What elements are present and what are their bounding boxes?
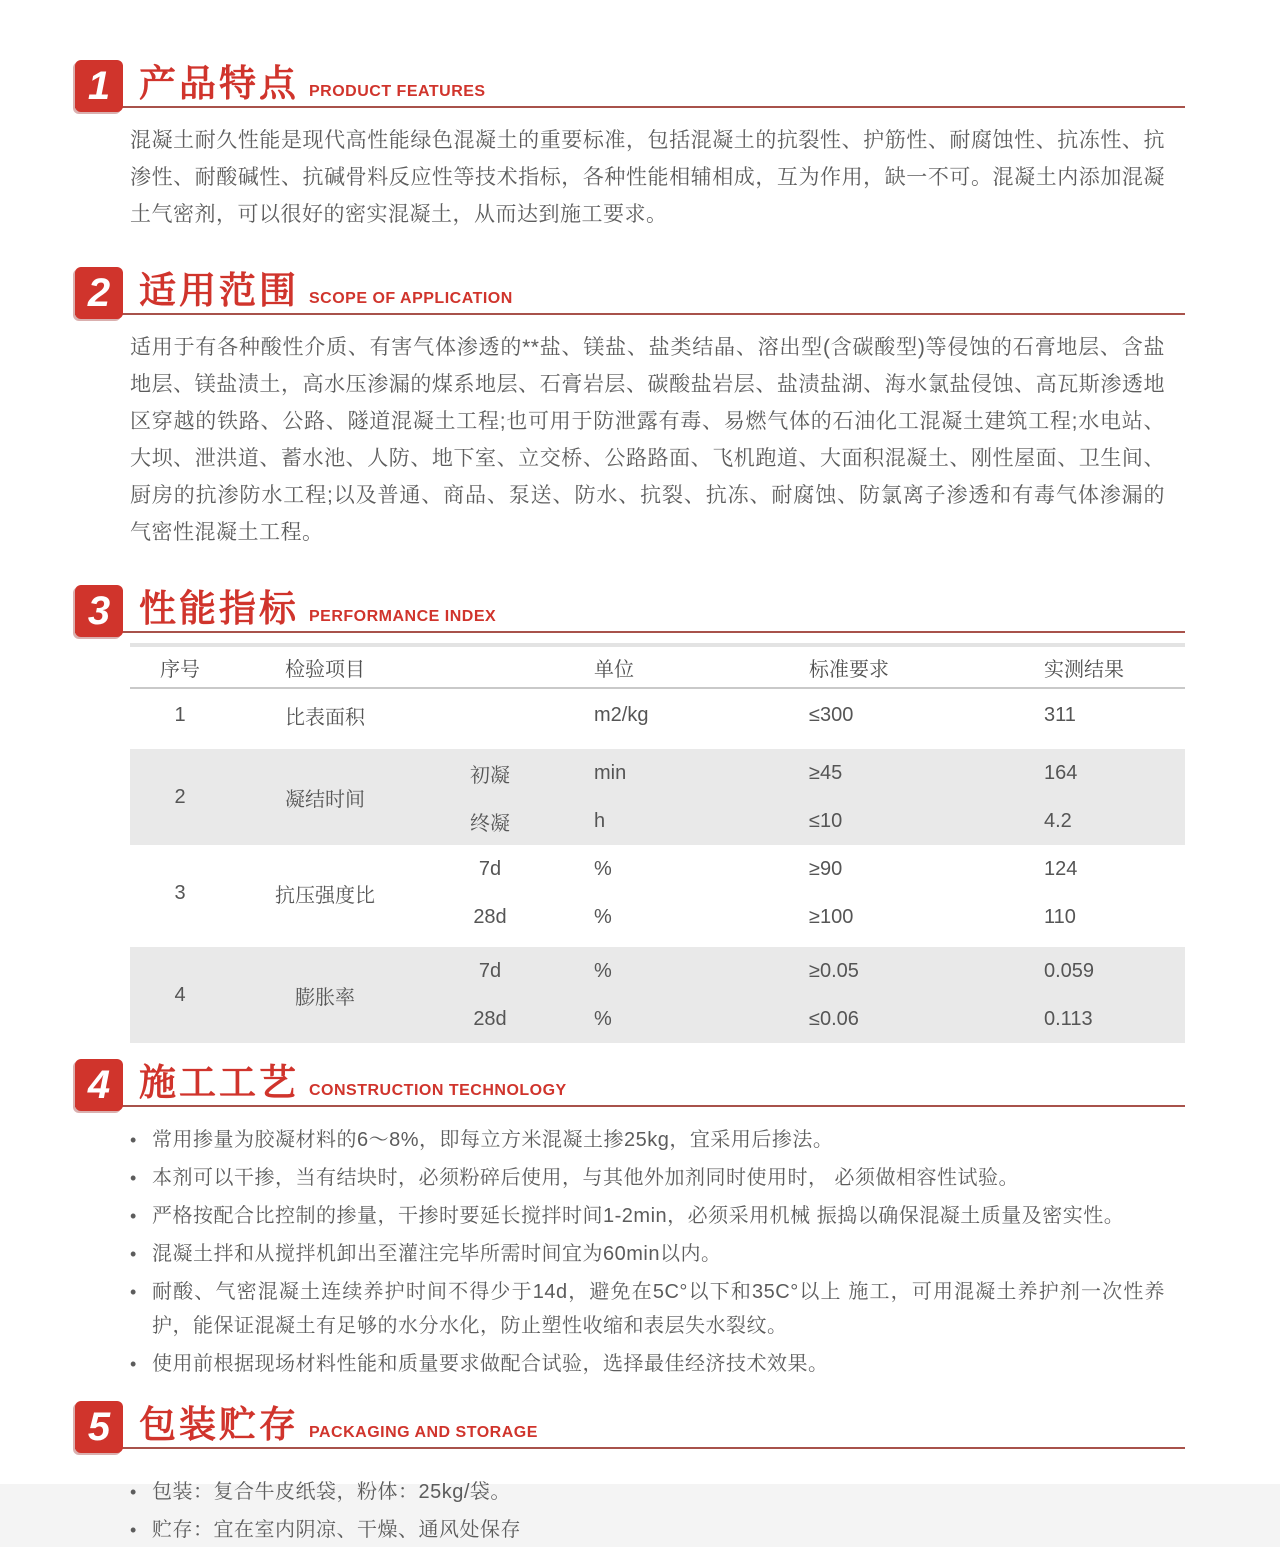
bullet-item — [130, 1475, 1165, 1509]
cell-sub: 7d — [478, 959, 502, 982]
bullet-item — [130, 1199, 1165, 1233]
section-packaging-and-storage — [75, 1393, 1185, 1547]
table-row-group — [130, 845, 1185, 941]
section-title: 包装贮存 — [139, 1404, 299, 1445]
section-title: 适用范围 — [139, 270, 299, 311]
bullet-item — [130, 1161, 1165, 1195]
section-subtitle: CONSTRUCTION TECHNOLOGY — [309, 1082, 567, 1099]
section-paragraph: 混凝土耐久性能是现代高性能绿色混凝土的重要标准，包括混凝土的抗裂性、护筋性、耐腐蚀性、抗冻性、抗渗性、耐酸碱性、抗碱骨料反应性等技术指标，各种性能相辅相成，互为作用，缺一不可。混凝土内添加混凝土气密剂，可以很好的密实混凝土，从而达到施工要求。 — [130, 129, 1165, 226]
table-row-group — [130, 689, 1185, 741]
bullet-dot-icon: • — [130, 1520, 137, 1540]
bullet-item — [130, 1275, 1165, 1343]
table-row — [420, 893, 1185, 941]
section-number-badge — [75, 60, 123, 112]
section-product-features — [75, 52, 1185, 233]
cell-item: 凝结时间 — [285, 788, 365, 811]
section-subtitle: SCOPE OF APPLICATION — [309, 290, 513, 307]
section-title: 产品特点 — [139, 63, 299, 104]
section-scope-of-application — [75, 259, 1185, 551]
cell-standard: ≥90 — [809, 857, 843, 880]
cell-result: 110 — [1044, 905, 1076, 928]
bullet-dot-icon: • — [130, 1354, 137, 1374]
bullet-item — [130, 1123, 1165, 1157]
bullet-list — [130, 1123, 1165, 1381]
table-row-group — [130, 947, 1185, 1043]
bullet-item — [130, 1237, 1165, 1271]
section-number-badge — [75, 1059, 123, 1111]
section-subtitle: PACKAGING AND STORAGE — [309, 1424, 538, 1441]
section-number: 2 — [87, 270, 111, 315]
cell-standard: ≤10 — [809, 809, 843, 832]
cell-item: 抗压强度比 — [275, 884, 375, 907]
section-number-badge — [75, 1401, 123, 1453]
table-header-row — [130, 643, 1185, 689]
cell-sub: 7d — [478, 857, 502, 880]
bullet-text: 包装：复合牛皮纸袋，粉体：25kg/袋。 — [152, 1481, 511, 1503]
cell-unit: % — [594, 857, 612, 880]
cell-result: 0.059 — [1044, 959, 1095, 982]
bullet-dot-icon: • — [130, 1168, 137, 1188]
cell-result: 124 — [1044, 857, 1078, 880]
section-number: 4 — [87, 1062, 111, 1107]
bullet-dot-icon: • — [130, 1130, 137, 1150]
bullet-list — [130, 1475, 1165, 1547]
bullet-text: 耐酸、气密混凝土连续养护时间不得少于14d，避免在5C°以下和35C°以上 施工，可用混凝土养护剂一次性养护，能保证混凝土有足够的水分水化，防止塑性收缩和表层失水裂纹。 — [152, 1281, 1165, 1337]
cell-standard: ≤0.06 — [809, 1007, 859, 1030]
col-header-item: 检验项目 — [285, 658, 365, 681]
cell-result: 311 — [1044, 703, 1076, 726]
cell-unit: h — [594, 809, 606, 832]
bullet-text: 严格按配合比控制的掺量，干掺时要延长搅拌时间1-2min，必须采用机械 振捣以确保混凝土质量及密实性。 — [152, 1205, 1125, 1227]
section-subtitle: PRODUCT FEATURES — [309, 83, 486, 100]
table-row — [420, 845, 1185, 893]
cell-unit: % — [594, 959, 612, 982]
section-header — [75, 52, 1185, 108]
section-number: 5 — [87, 1404, 111, 1449]
table-row — [420, 947, 1185, 995]
cell-unit: % — [594, 905, 612, 928]
cell-item: 膨胀率 — [295, 986, 355, 1009]
cell-unit: min — [594, 761, 627, 784]
cell-sub: 初凝 — [470, 764, 510, 787]
section-header — [75, 1393, 1185, 1449]
section-subtitle: PERFORMANCE INDEX — [309, 608, 497, 625]
section-number: 3 — [87, 588, 111, 633]
cell-result: 164 — [1044, 761, 1078, 784]
table-row — [420, 689, 1185, 741]
bullet-text: 本剂可以干掺，当有结块时，必须粉碎后使用，与其他外加剂同时使用时， 必须做相容性试验。 — [152, 1167, 1020, 1189]
section-header — [75, 1051, 1185, 1107]
cell-no: 3 — [174, 881, 186, 904]
section-construction-technology — [75, 1051, 1185, 1381]
cell-item: 比表面积 — [285, 706, 365, 729]
cell-standard: ≥0.05 — [809, 959, 859, 982]
bullet-text: 使用前根据现场材料性能和质量要求做配合试验，选择最佳经济技术效果。 — [152, 1353, 829, 1375]
cell-no: 2 — [174, 785, 186, 808]
cell-standard: ≥100 — [809, 905, 854, 928]
col-header-standard: 标准要求 — [809, 658, 889, 681]
bullet-dot-icon: • — [130, 1482, 137, 1502]
col-header-unit: 单位 — [594, 658, 634, 681]
section-paragraph: 适用于有各种酸性介质、有害气体渗透的**盐、镁盐、盐类结晶、溶出型(含碳酸型)等侵蚀的石膏地层、含盐地层、镁盐渍土，高水压渗漏的煤系地层、石膏岩层、碳酸盐岩层、盐渍盐湖、海水氯盐侵蚀、高瓦斯渗透地区穿越的铁路、公路、隧道混凝土工程;也可用于防泄露有毒、易燃气体的石油化工混凝土建筑工程;水电站、大坝、泄洪道、蓄水池、人防、地下室、立交桥、公路路面、飞机跑道、大面积混凝土、刚性屋面、卫生间、厨房的抗渗防水工程;以及普通、商品、泵送、防水、抗裂、抗冻、耐腐蚀、防氯离子渗透和有毒气体渗漏的气密性混凝土工程。 — [130, 336, 1165, 544]
bullet-text: 混凝土拌和从搅拌机卸出至灌注完毕所需时间宜为60min以内。 — [152, 1243, 722, 1265]
section-header — [75, 577, 1185, 633]
cell-sub: 28d — [473, 905, 507, 928]
section-number-badge — [75, 585, 123, 637]
bullet-dot-icon: • — [130, 1244, 137, 1264]
bullet-dot-icon: • — [130, 1206, 137, 1226]
table-row-group — [130, 749, 1185, 845]
cell-unit: m2/kg — [594, 703, 649, 726]
cell-sub: 终凝 — [470, 812, 510, 835]
table-row — [420, 749, 1185, 797]
performance-table — [130, 643, 1185, 1043]
bullet-text: 贮存：宜在室内阴凉、干燥、通风处保存 — [152, 1519, 521, 1541]
col-header-no: 序号 — [160, 658, 200, 681]
section-title: 性能指标 — [139, 588, 299, 629]
bullet-item — [130, 1347, 1165, 1381]
table-row — [420, 995, 1185, 1043]
table-row — [420, 797, 1185, 845]
bullet-item — [130, 1513, 1165, 1547]
cell-standard: ≤300 — [809, 703, 854, 726]
section-performance-index — [75, 577, 1185, 1043]
section-number: 1 — [87, 63, 111, 108]
cell-sub: 28d — [473, 1007, 507, 1030]
bullet-text: 常用掺量为胶凝材料的6～8%，即每立方米混凝土掺25kg，宜采用后掺法。 — [152, 1129, 834, 1151]
cell-no: 4 — [174, 983, 186, 1006]
section-title: 施工工艺 — [139, 1062, 299, 1103]
section-number-badge — [75, 267, 123, 319]
col-header-result: 实测结果 — [1044, 658, 1124, 681]
cell-unit: % — [594, 1007, 612, 1030]
cell-no: 1 — [174, 703, 186, 726]
cell-standard: ≥45 — [809, 761, 843, 784]
cell-result: 0.113 — [1044, 1007, 1093, 1030]
section-header — [75, 259, 1185, 315]
bullet-dot-icon: • — [130, 1282, 137, 1302]
cell-result: 4.2 — [1044, 809, 1072, 832]
